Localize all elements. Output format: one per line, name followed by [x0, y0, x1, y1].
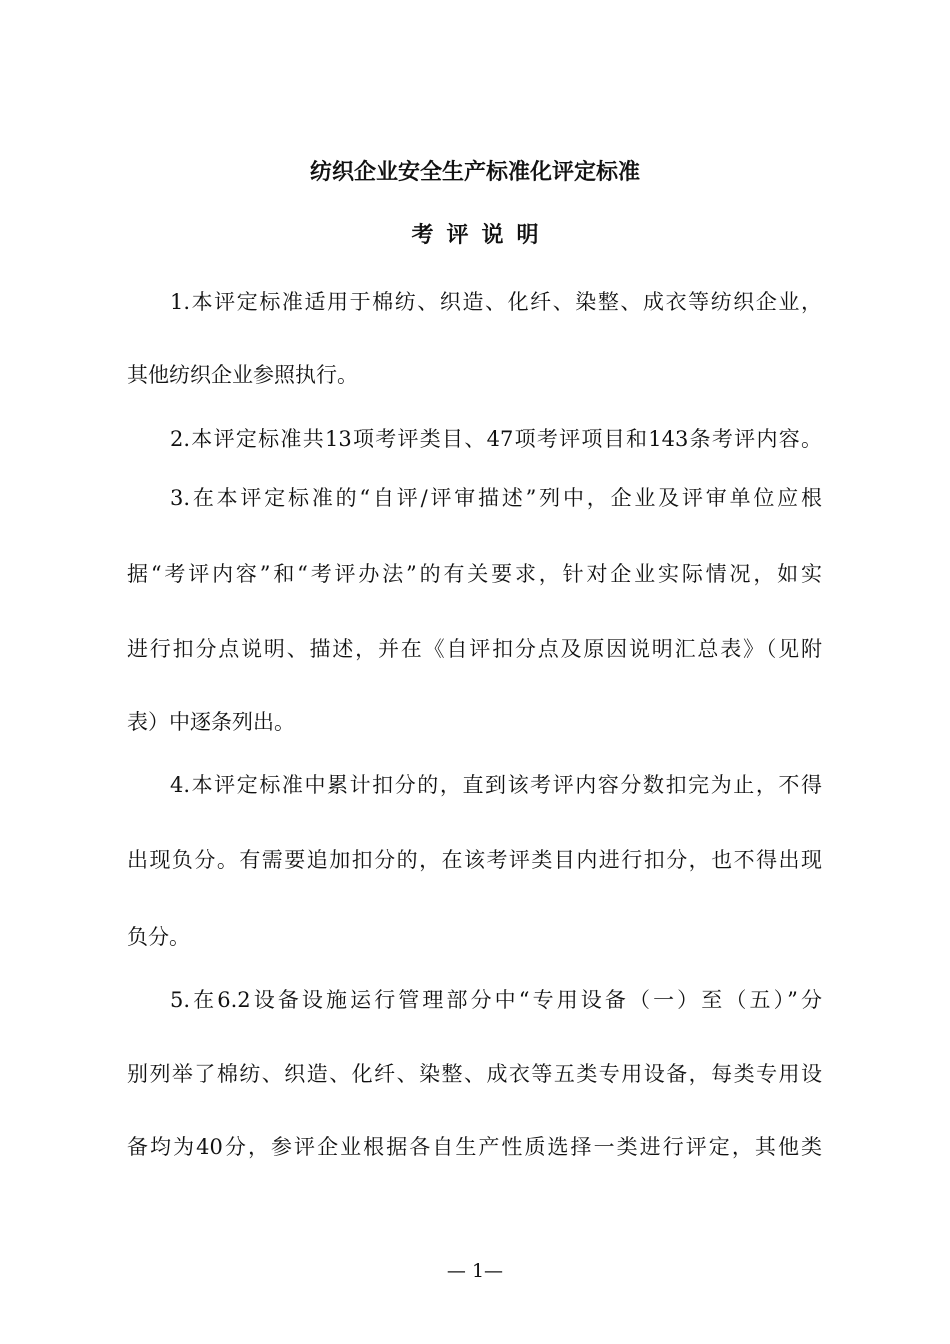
paragraph-2-line-1: 2.本评定标准共13项考评类目、47项考评项目和143条考评内容。 — [170, 427, 822, 451]
paragraph-4-line-3: 负分。 — [127, 925, 190, 949]
paragraph-4-line-2: 出现负分。有需要追加扣分的，在该考评类目内进行扣分，也不得出现 — [127, 848, 822, 872]
paragraph-5-line-3: 备均为40分，参评企业根据各自生产性质选择一类进行评定，其他类 — [127, 1135, 822, 1159]
paragraph-4-line-1: 4.本评定标准中累计扣分的，直到该考评内容分数扣完为止，不得 — [170, 773, 822, 797]
paragraph-3-line-1: 3.在本评定标准的“自评/评审描述”列中，企业及评审单位应根 — [170, 486, 822, 510]
paragraph-1-line-1: 1.本评定标准适用于棉纺、织造、化纤、染整、成衣等纺织企业， — [170, 290, 822, 314]
paragraph-5-line-2: 别列举了棉纺、织造、化纤、染整、成衣等五类专用设备，每类专用设 — [127, 1062, 822, 1086]
page-number: — 1— — [446, 1260, 504, 1282]
section-title: 考评说明 — [411, 222, 552, 248]
paragraph-3-line-2: 据“考评内容”和“考评办法”的有关要求，针对企业实际情况，如实 — [127, 562, 822, 586]
paragraph-5-line-1: 5.在6.2设备设施运行管理部分中“专用设备（一）至（五）”分 — [170, 988, 822, 1012]
paragraph-3-line-3: 进行扣分点说明、描述，并在《自评扣分点及原因说明汇总表》（见附 — [127, 637, 822, 661]
paragraph-1-line-2: 其他纺织企业参照执行。 — [127, 363, 358, 387]
paragraph-3-line-4: 表）中逐条列出。 — [127, 710, 295, 734]
doc-title: 纺织企业安全生产标准化评定标准 — [309, 159, 640, 185]
